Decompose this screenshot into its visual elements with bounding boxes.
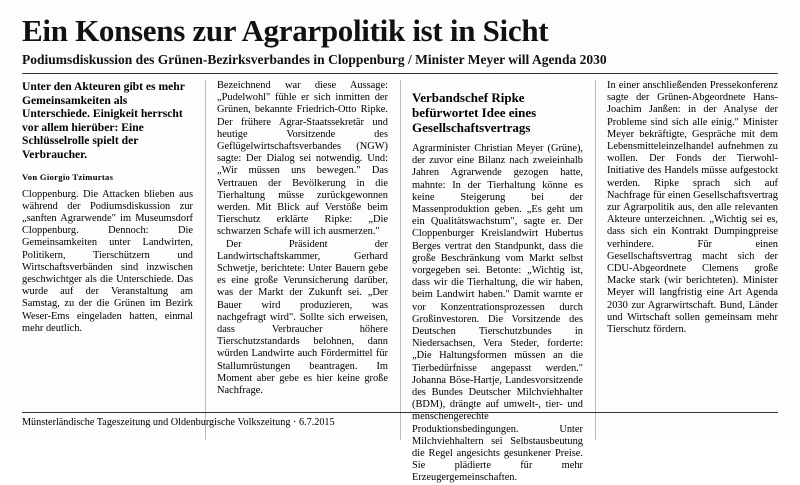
column-3-crosshead: Verbandschef Ripke befürwortet Idee eines Gesellschaftsvertrags bbox=[412, 90, 537, 135]
headline-divider bbox=[22, 73, 778, 74]
column-1 bbox=[22, 80, 193, 440]
article-lead: Unter den Akteuren gibt es mehr Gemeinsamkeiten als Unterschiede. Einigkeit herrscht vor allem hierüber: Eine Schlüsselrolle spielt der Verbraucher. bbox=[22, 80, 185, 161]
page-subhead: Podiumsdiskussion des Grünen-Bezirksverbandes in Cloppenburg / Minister Meyer will Agenda 2030 bbox=[22, 52, 607, 67]
article-columns bbox=[22, 80, 778, 484]
article-byline: Von Giorgio Tzimurtas bbox=[22, 171, 114, 182]
column-4-paragraph-1: In einer anschließenden Pressekonferenz sagte der Grünen-Abgeordnete Hans-Joachim Janßen: in der Analyse der Probleme sind sich alle einig." Minister Meyer bekräftigte, Gespräche mit dem Lebensmitteleinzelhandel aufnehmen zu wollen. Der Fonds der Tierwohl-Initiative des Handels müsse aufgestockt werden. Ripke sprach sich auf Nachfrage für einen Gesellschaftsvertrag zur Agrarpolitik aus, den alle relevanten Akteure unterzeichnen. „Wichtig sei es, dass sich ein Kontrakt Dumpingpreise verhindere. Für einen Gesellschaftsvertrag macht sich der CDU-Abgeordnete Clemens große Macke stark (wir berichteten). Minister Meyer will langfristig eine Art Agenda 2030 zur Agrarwirtschaft. Bund, Länder und Wirtschaft sollen gemeinsam mehr Tierschutz fördern. bbox=[607, 80, 778, 336]
column-1-paragraph-1: Cloppenburg. Die Attacken blieben aus während der Podiumsdiskussion zur „sanften Agrarwende" im Museumsdorf Cloppenburg. Dennoch: Die Gemeinsamkeiten unter Landwirten, Politikern, Tierschützern und Wirtschaftsverbänden sind inzwischen geschwichtger als die Unterschiede. Das wurde auf der Veranstaltung am Samstag, zu der die Grünen im Bezirk Weser-Ems eingeladen hatten, einmal mehr deutlich. bbox=[22, 188, 193, 334]
column-2-paragraph-1: Bezeichnend war diese Aussage: „Pudelwohl" fühle er sich inmitten der Grünen, bekannte Friedrich-Otto Ripke. Der frühere Agrar-Staatssekretär und heutige Vorsitzende des Geflügelwirtschaftsverbandes (NGW) sagte: Der Dialog sei notwendig. Und: „Wir müssen uns bewegen." Das Vertrauen der Bevölkerung in die Tierhaltung müsse zurückgewonnen werden. Mit Blick auf Verstöße beim Tierschutz erklärte Ripke: „Die schwarzen Schafe will ich ausmerzen." bbox=[217, 80, 388, 238]
column-2-paragraph-2: Der Präsident der Landwirtschaftskammer, Gerhard Schwetje, berichtete: Unter Bauern gebe es eine große Verunsicherung darüber, was der Markt der Zukunft sei. „Der Bauer wird produzieren, was nachgefragt wird". Sollte sich erweisen, dass Verbraucher höhere Tierschutzstandards belohnen, dann würden Landwirte auch Fördermittel für Stallumrüstungen beantragen. Im Moment aber gebe es hier keine große Nachfrage. bbox=[217, 238, 388, 397]
column-2 bbox=[205, 80, 388, 440]
column-3-paragraph-1: Agrarminister Christian Meyer (Grüne), der zuvor eine Bilanz nach zweieinhalb Jahren Agrarwende gezogen hatte, mahnte: In der Tierhaltung könne es keine Steigerung bei der Massenproduktion geben. „Es geht um ein Qualitätswachstum", sagte er. Der Cloppenburger Kreislandwirt Hubertus Berges vertrat den Standpunkt, dass die große Beschränkung vom Markt selbst vorgegeben sei. Betonte: „Wichtig ist, dass wir die Tierhaltung, die wir haben, beim Landwirt haben." Damit warnte er vor Konzentrationsprozessen durch Großinvestoren. Die Vorsitzende des Deutschen Tierschutzbundes in Niedersachsen, Vera Steder, forderte: „Die Haltungsformen müssen an die Tierbedürfnisse angepasst werden." Johanna Böse-Hartje, Landesvorsitzende des Bundes Deutscher Milchviehhalter (BDM), drängte auf umwelt-, tier- und menschengerechte Produktionsbedingungen. Unter Milchviehhaltern sei Selbstausbeutung die Regel angesichts gesunkener Preise. Sie plädierte für mehr Erzeugergemeinschaften. bbox=[412, 143, 583, 484]
page-headline: Ein Konsens zur Agrarpolitik ist in Sicht bbox=[22, 13, 549, 48]
column-4 bbox=[595, 80, 778, 440]
column-3 bbox=[400, 80, 583, 484]
page-footer: Münsterländische Tageszeitung und Oldenburgische Volkszeitung · 6.7.2015 bbox=[22, 412, 778, 428]
